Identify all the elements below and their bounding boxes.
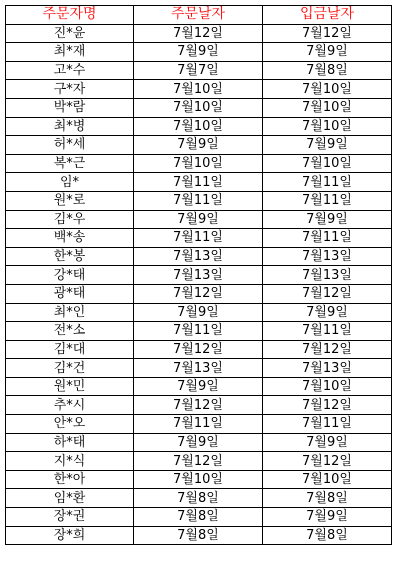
cell-order-date: 7월8일 — [134, 508, 263, 527]
table-row — [6, 80, 392, 99]
cell-deposit-date: 7월8일 — [263, 61, 392, 80]
table-row — [6, 136, 392, 155]
table-row — [6, 98, 392, 117]
cell-order-date: 7월9일 — [134, 377, 263, 396]
cell-order-date: 7월12일 — [134, 24, 263, 43]
cell-order-date: 7월13일 — [134, 266, 263, 285]
cell-orderer-name: 원*로 — [6, 191, 134, 210]
cell-orderer-name: 임* — [6, 173, 134, 192]
table-row — [6, 359, 392, 378]
cell-deposit-date: 7월9일 — [263, 508, 392, 527]
table-row — [6, 284, 392, 303]
table-row — [6, 415, 392, 434]
cell-order-date: 7월8일 — [134, 489, 263, 508]
table-row — [6, 452, 392, 471]
cell-deposit-date: 7월11일 — [263, 415, 392, 434]
order-deposit-table — [5, 5, 392, 545]
table-row — [6, 61, 392, 80]
cell-deposit-date: 7월12일 — [263, 452, 392, 471]
cell-orderer-name: 전*소 — [6, 322, 134, 341]
cell-orderer-name: 안*오 — [6, 415, 134, 434]
table-row — [6, 154, 392, 173]
cell-deposit-date: 7월12일 — [263, 396, 392, 415]
table-row — [6, 303, 392, 322]
cell-orderer-name: 최*재 — [6, 43, 134, 62]
cell-deposit-date: 7월10일 — [263, 98, 392, 117]
table-row — [6, 247, 392, 266]
cell-deposit-date: 7월10일 — [263, 470, 392, 489]
cell-order-date: 7월7일 — [134, 61, 263, 80]
cell-deposit-date: 7월12일 — [263, 284, 392, 303]
table-row — [6, 377, 392, 396]
cell-orderer-name: 원*민 — [6, 377, 134, 396]
table-row — [6, 470, 392, 489]
cell-deposit-date: 7월13일 — [263, 247, 392, 266]
cell-order-date: 7월10일 — [134, 98, 263, 117]
cell-order-date: 7월8일 — [134, 526, 263, 545]
cell-deposit-date: 7월12일 — [263, 340, 392, 359]
cell-orderer-name: 박*람 — [6, 98, 134, 117]
cell-orderer-name: 복*근 — [6, 154, 134, 173]
cell-order-date: 7월10일 — [134, 154, 263, 173]
cell-orderer-name: 진*윤 — [6, 24, 134, 43]
table-row — [6, 489, 392, 508]
cell-orderer-name: 구*자 — [6, 80, 134, 99]
cell-order-date: 7월9일 — [134, 433, 263, 452]
table-body — [6, 24, 392, 545]
cell-order-date: 7월9일 — [134, 43, 263, 62]
cell-deposit-date: 7월12일 — [263, 24, 392, 43]
table-row — [6, 433, 392, 452]
cell-order-date: 7월12일 — [134, 396, 263, 415]
cell-orderer-name: 하*태 — [6, 433, 134, 452]
table-row — [6, 43, 392, 62]
cell-orderer-name: 장*희 — [6, 526, 134, 545]
cell-orderer-name: 장*권 — [6, 508, 134, 527]
cell-order-date: 7월9일 — [134, 303, 263, 322]
cell-deposit-date: 7월10일 — [263, 117, 392, 136]
cell-deposit-date: 7월8일 — [263, 526, 392, 545]
cell-order-date: 7월11일 — [134, 229, 263, 248]
cell-order-date: 7월9일 — [134, 136, 263, 155]
cell-order-date: 7월11일 — [134, 191, 263, 210]
cell-order-date: 7월10일 — [134, 117, 263, 136]
table-row — [6, 210, 392, 229]
cell-order-date: 7월11일 — [134, 415, 263, 434]
cell-deposit-date: 7월11일 — [263, 173, 392, 192]
cell-order-date: 7월12일 — [134, 452, 263, 471]
table-row — [6, 266, 392, 285]
cell-deposit-date: 7월10일 — [263, 154, 392, 173]
cell-orderer-name: 김*건 — [6, 359, 134, 378]
table-row — [6, 322, 392, 341]
cell-order-date: 7월10일 — [134, 80, 263, 99]
cell-orderer-name: 고*수 — [6, 61, 134, 80]
table-row — [6, 340, 392, 359]
header-order-date: 주문날자 — [134, 6, 263, 25]
cell-order-date: 7월11일 — [134, 322, 263, 341]
cell-deposit-date: 7월10일 — [263, 80, 392, 99]
cell-deposit-date: 7월13일 — [263, 266, 392, 285]
cell-deposit-date: 7월9일 — [263, 303, 392, 322]
cell-orderer-name: 한*아 — [6, 470, 134, 489]
cell-orderer-name: 백*송 — [6, 229, 134, 248]
cell-order-date: 7월12일 — [134, 284, 263, 303]
cell-orderer-name: 김*우 — [6, 210, 134, 229]
cell-order-date: 7월13일 — [134, 247, 263, 266]
cell-deposit-date: 7월9일 — [263, 136, 392, 155]
table-row — [6, 526, 392, 545]
table-row — [6, 24, 392, 43]
cell-orderer-name: 한*봉 — [6, 247, 134, 266]
cell-deposit-date: 7월9일 — [263, 210, 392, 229]
cell-orderer-name: 최*병 — [6, 117, 134, 136]
cell-orderer-name: 추*시 — [6, 396, 134, 415]
header-row — [6, 6, 392, 25]
cell-deposit-date: 7월10일 — [263, 377, 392, 396]
cell-orderer-name: 최*인 — [6, 303, 134, 322]
cell-deposit-date: 7월8일 — [263, 489, 392, 508]
table-row — [6, 396, 392, 415]
cell-order-date: 7월13일 — [134, 359, 263, 378]
cell-orderer-name: 강*태 — [6, 266, 134, 285]
cell-deposit-date: 7월9일 — [263, 43, 392, 62]
header-orderer-name: 주문자명 — [6, 6, 134, 25]
cell-order-date: 7월11일 — [134, 173, 263, 192]
cell-deposit-date: 7월11일 — [263, 322, 392, 341]
cell-deposit-date: 7월11일 — [263, 229, 392, 248]
table-row — [6, 191, 392, 210]
cell-deposit-date: 7월13일 — [263, 359, 392, 378]
cell-deposit-date: 7월11일 — [263, 191, 392, 210]
cell-order-date: 7월9일 — [134, 210, 263, 229]
table-row — [6, 229, 392, 248]
table-row — [6, 117, 392, 136]
cell-deposit-date: 7월9일 — [263, 433, 392, 452]
cell-orderer-name: 허*세 — [6, 136, 134, 155]
cell-orderer-name: 지*식 — [6, 452, 134, 471]
table-row — [6, 173, 392, 192]
cell-orderer-name: 임*환 — [6, 489, 134, 508]
cell-orderer-name: 광*태 — [6, 284, 134, 303]
cell-order-date: 7월10일 — [134, 470, 263, 489]
cell-order-date: 7월12일 — [134, 340, 263, 359]
table-row — [6, 508, 392, 527]
cell-orderer-name: 김*대 — [6, 340, 134, 359]
header-deposit-date: 입금날자 — [263, 6, 392, 25]
